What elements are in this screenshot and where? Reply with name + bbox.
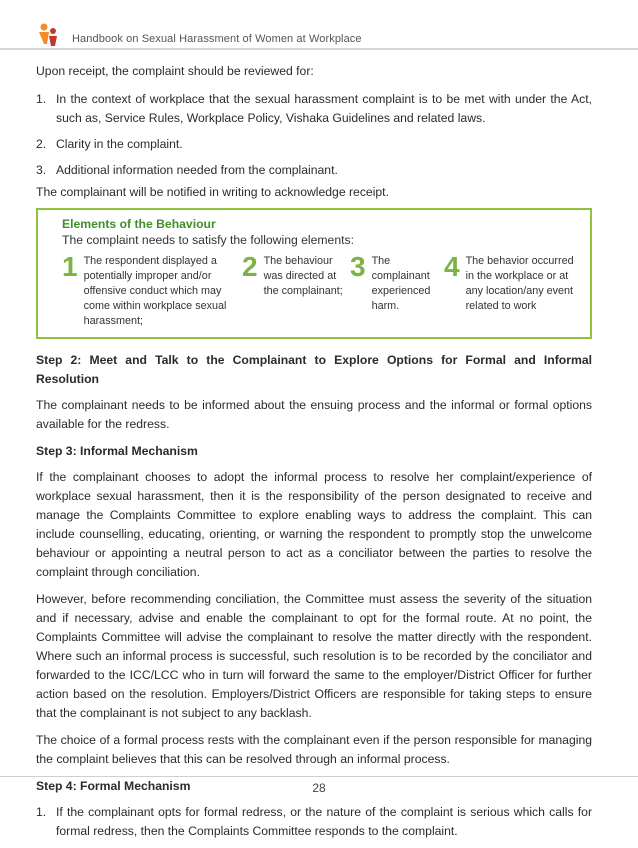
element-number: 2 [242, 251, 258, 282]
elements-of-behaviour-box [36, 208, 592, 339]
element-text: The behaviour was directed at the complainant; [263, 255, 343, 297]
review-list [36, 90, 592, 180]
element-number: 4 [444, 251, 460, 282]
step2-heading: Step 2: Meet and Talk to the Complainant to Explore Options for Formal and Informal Resolution [36, 353, 592, 386]
step3-paragraph-2: However, before recommending conciliation, the Committee must assess the severity of the situation and if necessary, advise and enable the complainant to opt for the formal route. At no point, the Complaints Committee will advise the complainant to resolve the matter directly with the respondent. Where such an informal process is successful, such resolution is to be recorded by the conciliator and forwarded to the ICC/LCC who in turn will forward the same to the employer/District Officer for further action based on the resolution. Employers/District Officers are responsible for taking steps to ensure that the complainant is not subject to any backlash. [36, 592, 592, 720]
element-number: 3 [350, 251, 366, 282]
header-divider [0, 48, 638, 50]
element-item [350, 251, 444, 329]
list-item: 2. Clarity in the complaint. [36, 137, 183, 151]
element-item [444, 251, 574, 329]
step2-paragraph: The complainant needs to be informed about the ensuing process and the informal or formal options available for the redress. [36, 398, 592, 431]
header-title: Handbook on Sexual Harassment of Women at Workplace [72, 33, 362, 45]
list-item: 1. If the complainant opts for formal redress, or the nature of the complaint is serious which calls for formal redress, then the Complaints Committee responds to the complaint. [36, 805, 592, 838]
step3-paragraph-1: If the complainant chooses to adopt the informal process to resolve her complaint/experience of workplace sexual harassment, then it is the responsibility of the person designated to receive and manage the Complaints Committee to explore enabling ways to address the complaint. This can include counselling, educating, orienting, or warning the respondent to promptly stop the unwelcome behaviour or appointing a neutral person to act as a conciliator between the parties to resolve the complaint through conciliation. [36, 470, 592, 579]
element-text: The behavior occurred in the workplace or at any location/any event related to work [465, 255, 574, 312]
step4-heading: Step 4: Formal Mechanism [36, 779, 191, 793]
element-item [62, 251, 242, 329]
element-text: The respondent displayed a potentially improper and/or offensive conduct which may come within workplace sexual harassment; [83, 255, 227, 327]
step3-heading: Step 3: Informal Mechanism [36, 444, 198, 458]
intro-text: Upon receipt, the complaint should be reviewed for: [36, 64, 314, 78]
element-number: 1 [62, 251, 78, 282]
box-title: Elements of the Behaviour [62, 217, 216, 231]
page-content [36, 62, 592, 848]
step3-paragraph-3: The choice of a formal process rests with the complainant even if the person responsible for managing the complaint believes that this can be resolved through an informal process. [36, 733, 592, 766]
footer-divider [0, 776, 638, 777]
element-item [242, 251, 350, 329]
step4-list [36, 803, 592, 841]
page-number: 28 [312, 781, 326, 795]
elements-row [62, 251, 580, 329]
element-text: The complainant experienced harm. [371, 255, 431, 312]
page-header [0, 0, 638, 52]
notified-text: The complainant will be notified in writing to acknowledge receipt. [36, 185, 389, 199]
list-item: 3. Additional information needed from the complainant. [36, 163, 338, 177]
list-item: 1. In the context of workplace that the sexual harassment complaint is to be met with under the Act, such as, Service Rules, Workplace Policy, Vishaka Guidelines and related laws. [36, 92, 592, 125]
box-subtitle: The complaint needs to satisfy the following elements: [62, 233, 354, 247]
